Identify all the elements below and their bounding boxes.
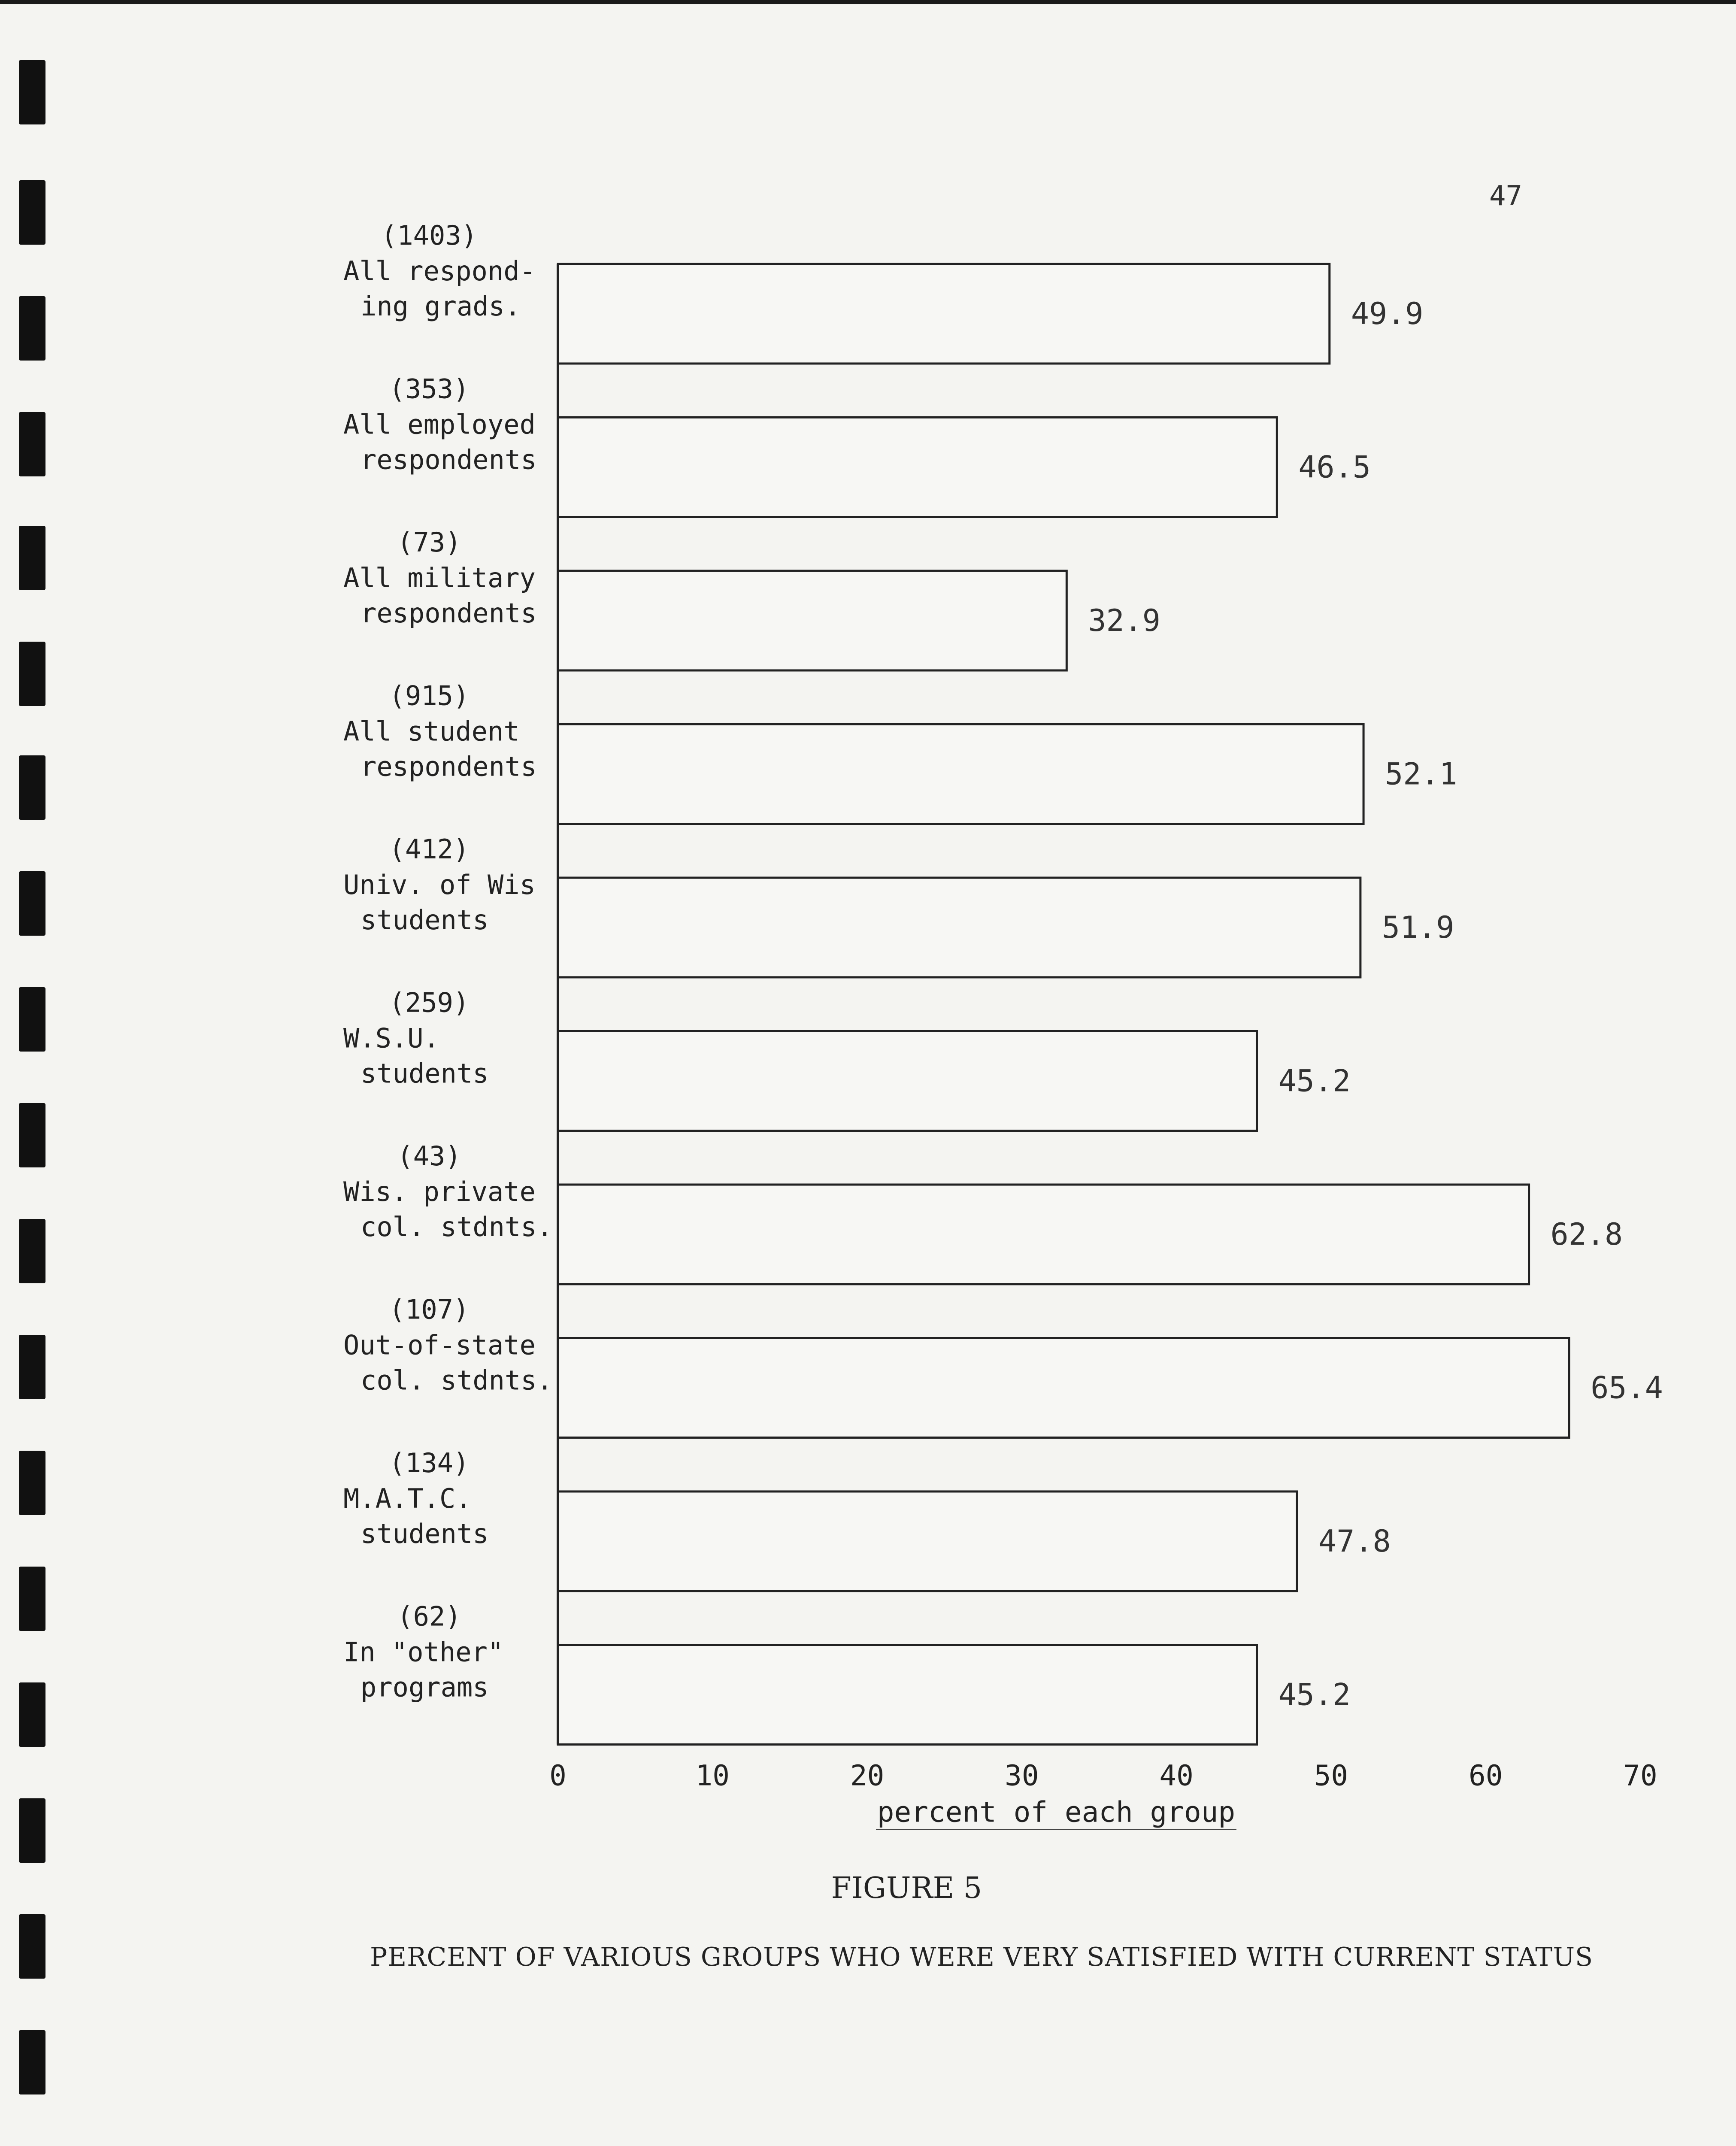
bar bbox=[558, 724, 1363, 824]
category-label: (259) bbox=[389, 987, 470, 1018]
category-label: (62) bbox=[397, 1600, 461, 1632]
category-label: All student bbox=[343, 715, 520, 747]
bar bbox=[558, 264, 1330, 364]
category-label: In "other" bbox=[343, 1636, 504, 1668]
category-label: (353) bbox=[389, 373, 470, 405]
data-label: 45.2 bbox=[1278, 1677, 1351, 1713]
x-tick-label: 10 bbox=[695, 1759, 730, 1792]
bar bbox=[558, 1338, 1569, 1438]
data-label: 49.9 bbox=[1351, 296, 1424, 331]
data-label: 65.4 bbox=[1591, 1370, 1663, 1406]
x-tick-label: 60 bbox=[1468, 1759, 1503, 1792]
x-tick-label: 0 bbox=[549, 1759, 567, 1792]
bar bbox=[558, 878, 1360, 977]
figure-label: FIGURE 5 bbox=[831, 1871, 982, 1905]
category-label: W.S.U. bbox=[343, 1022, 439, 1054]
category-label: Out-of-state bbox=[343, 1329, 536, 1361]
x-tick-label: 30 bbox=[1005, 1759, 1039, 1792]
bar bbox=[558, 1645, 1257, 1745]
category-label: (915) bbox=[389, 680, 470, 712]
category-label: col. stdnts. bbox=[361, 1211, 553, 1243]
data-label: 51.9 bbox=[1382, 910, 1454, 945]
bar bbox=[558, 1491, 1297, 1591]
category-label: Univ. of Wis bbox=[343, 869, 536, 900]
binder-hole bbox=[19, 1914, 45, 1979]
category-label: Wis. private bbox=[343, 1176, 536, 1207]
bar bbox=[558, 571, 1066, 670]
category-label: M.A.T.C. bbox=[343, 1483, 472, 1514]
category-label: students bbox=[361, 1518, 489, 1549]
category-label: col. stdnts. bbox=[361, 1364, 553, 1396]
category-label: students bbox=[361, 1058, 489, 1089]
category-label: All respond- bbox=[343, 255, 536, 287]
data-label: 45.2 bbox=[1278, 1063, 1351, 1099]
category-label: respondents bbox=[361, 444, 537, 476]
category-label: respondents bbox=[361, 597, 537, 629]
figure-caption: PERCENT OF VARIOUS GROUPS WHO WERE VERY SATISFIED WITH CURRENT STATUS bbox=[370, 1942, 1594, 1972]
bar bbox=[558, 1031, 1257, 1131]
category-label: (1403) bbox=[381, 220, 477, 251]
category-label: respondents bbox=[361, 751, 537, 782]
category-label: (134) bbox=[389, 1447, 470, 1479]
x-tick-label: 50 bbox=[1314, 1759, 1348, 1792]
category-label: (73) bbox=[397, 527, 461, 558]
category-label: students bbox=[361, 904, 489, 936]
category-label: ing grads. bbox=[361, 291, 521, 322]
category-label: (43) bbox=[397, 1140, 461, 1172]
x-axis-label: percent of each group bbox=[877, 1795, 1236, 1829]
category-label: programs bbox=[361, 1671, 489, 1703]
binder-hole bbox=[19, 2030, 45, 2094]
page-number: 47 bbox=[1489, 180, 1523, 212]
x-tick-label: 70 bbox=[1623, 1759, 1657, 1792]
bar bbox=[558, 418, 1277, 517]
bars-group bbox=[558, 264, 1569, 1745]
category-label: All military bbox=[343, 562, 536, 594]
x-axis-ticks-group bbox=[549, 1759, 1657, 1792]
data-label: 62.8 bbox=[1550, 1217, 1623, 1252]
data-label: 52.1 bbox=[1385, 756, 1457, 792]
data-label: 47.8 bbox=[1318, 1524, 1391, 1559]
category-label: All employed bbox=[343, 409, 536, 440]
category-labels-group bbox=[343, 220, 553, 1703]
x-tick-label: 20 bbox=[850, 1759, 885, 1792]
category-label: (107) bbox=[389, 1294, 470, 1325]
data-label: 46.5 bbox=[1298, 449, 1371, 485]
x-tick-label: 40 bbox=[1159, 1759, 1194, 1792]
category-label: (412) bbox=[389, 834, 470, 865]
bar bbox=[558, 1185, 1529, 1284]
data-label: 32.9 bbox=[1088, 603, 1160, 638]
